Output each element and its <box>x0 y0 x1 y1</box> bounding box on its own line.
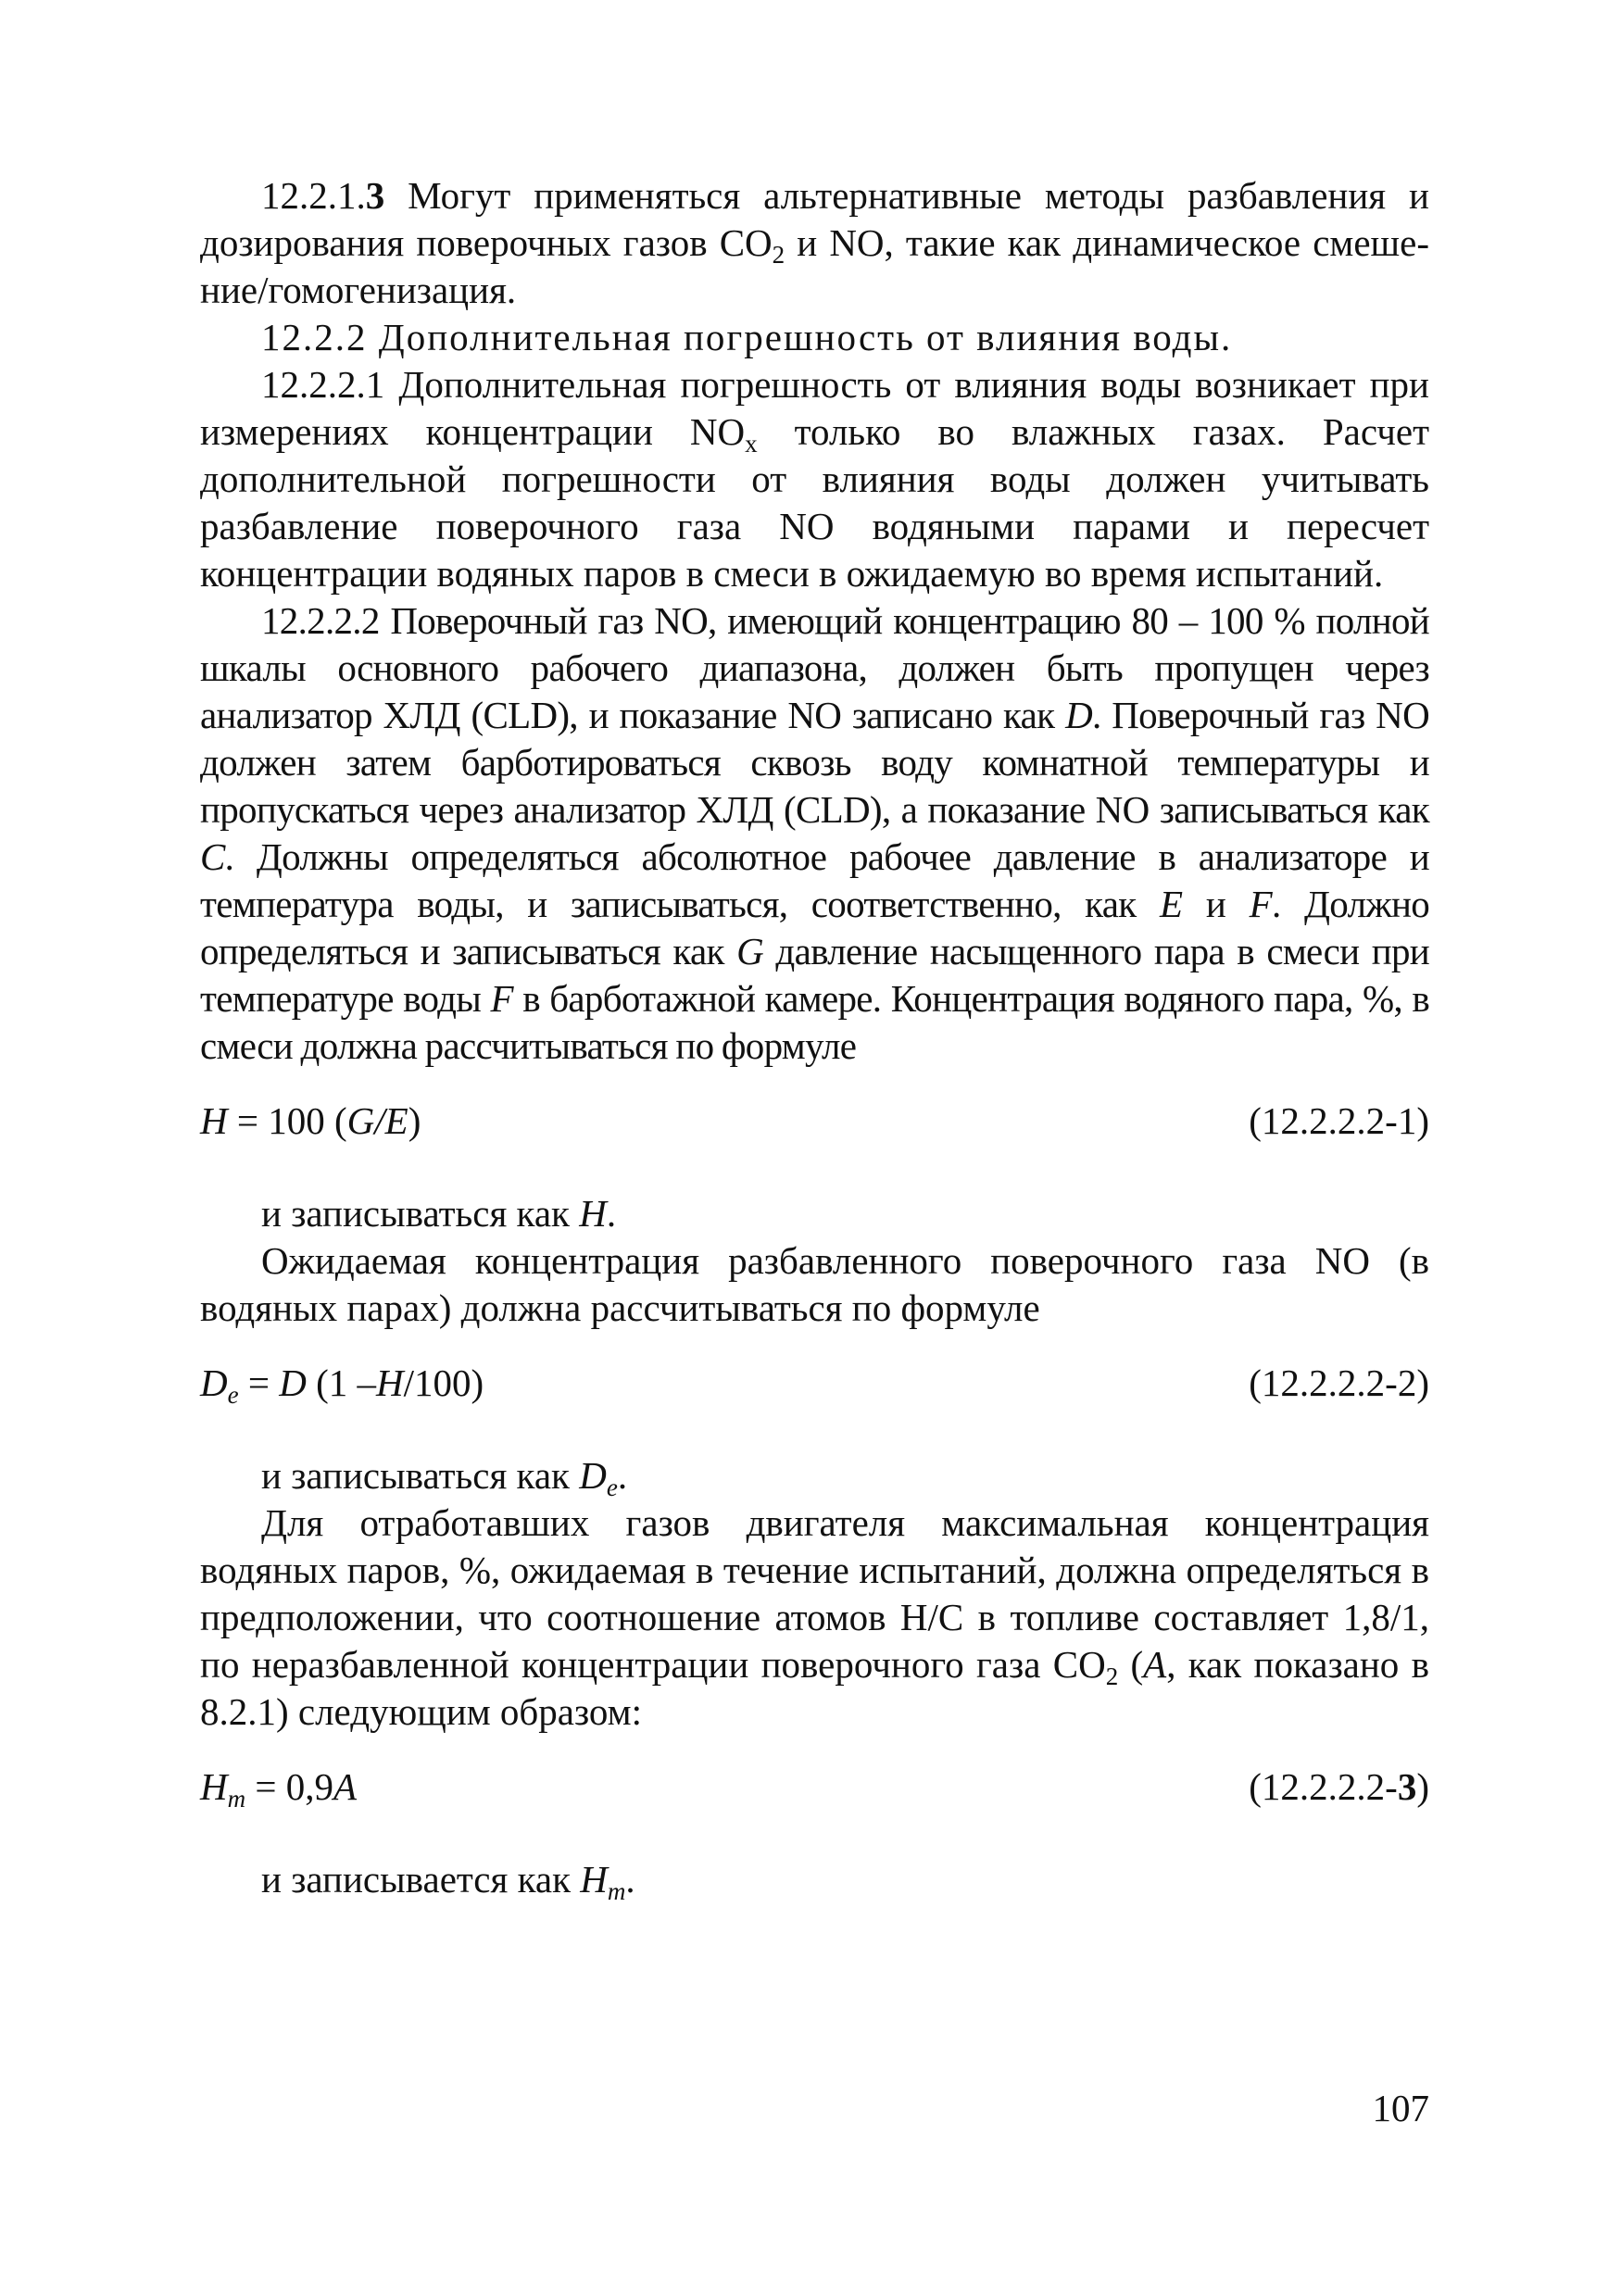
formula-number: (12.2.2.2-3) <box>1249 1765 1429 1808</box>
formula-number: (12.2.2.2-2) <box>1249 1361 1429 1404</box>
paragraph-record-de: и записываться как $D_e$. <box>261 1454 628 1501</box>
formula-12-2-2-2-3 <box>200 1760 1429 1813</box>
paragraph-exhaust-gases: Для отработавших газов двигателя максимальная концентрация водяных паров, %, ожидаемая в течение испытаний, должна определяться в предположении, что соотношение атомов H/C в топливе составляет 1,8/1, по неразбавленной концентрации поверочного газа $CO_2$ (A, как показано в 8.2.1) следующим образом: <box>200 1501 1429 1733</box>
formula-12-2-2-2-1 <box>200 1094 1429 1148</box>
formula-number: (12.2.2.2-1) <box>1249 1099 1429 1142</box>
paragraph-record-hm: и записывается как $H_m$. <box>261 1858 635 1905</box>
clause-number: 12.2.1.3 <box>261 174 385 217</box>
paragraph-12-2-2-1: 12.2.2.1 Дополнительная погрешность от влияния воды возникает при измерениях концентрации $NO_x$ только во влажных газах. Расчет дополнительной погрешности от влияния воды должен учитывать разбавление поверочного газа NO водяными парами и пересчет концентрации водяных паров в смеси в ожидаемую во время испытаний. <box>200 363 1429 595</box>
paragraph-12-2-1-3: 12.2.1.3 Могут применяться альтернативные методы разбавления и дозирования поверочных газов $CO_2$ и NO, такие как динамическое смеше-ние/гомогенизация. <box>200 174 1429 311</box>
paragraph-record-h: и записываться как H. <box>261 1192 617 1235</box>
formula-12-2-2-2-2 <box>200 1356 1429 1410</box>
paragraph-expected-concentration: Ожидаемая концентрация разбавленного поверочного газа NO (в водяных парах) должна рассчитываться по формуле <box>200 1239 1429 1329</box>
section-heading-12-2-2: 12.2.2 Дополнительная погрешность от влияния воды. <box>261 316 1233 358</box>
paragraph-12-2-2-2: 12.2.2.2 Поверочный газ NO, имеющий концентрацию 80 – 100 % полной шкалы основного рабочего диапазона, должен быть пропущен через анализатор ХЛД (CLD), и показание NO записано как D. Поверочный газ NO должен затем барботироваться сквозь воду комнатной температуры и пропускаться через анализатор ХЛД (CLD), а показание NO записываться как C. Должны определяться абсолютное рабочее давление в анализаторе и температура воды, и записываться, соответственно, как E и F. Должно определяться и записываться как G давление насыщенного пара в смеси при температуре воды F в барботажной камере. Концентрация водяного пара, %, в смеси должна рассчитываться по формуле <box>200 599 1429 1067</box>
formula-expression: H = 100 (G/E) <box>200 1099 421 1142</box>
page-number: 107 <box>1372 2087 1429 2129</box>
document-body <box>200 172 1429 1903</box>
formula-expression: $H_m = 0,9A$ <box>200 1765 358 1813</box>
formula-expression: $D_e = D$ (1 –H/100) <box>200 1361 484 1409</box>
